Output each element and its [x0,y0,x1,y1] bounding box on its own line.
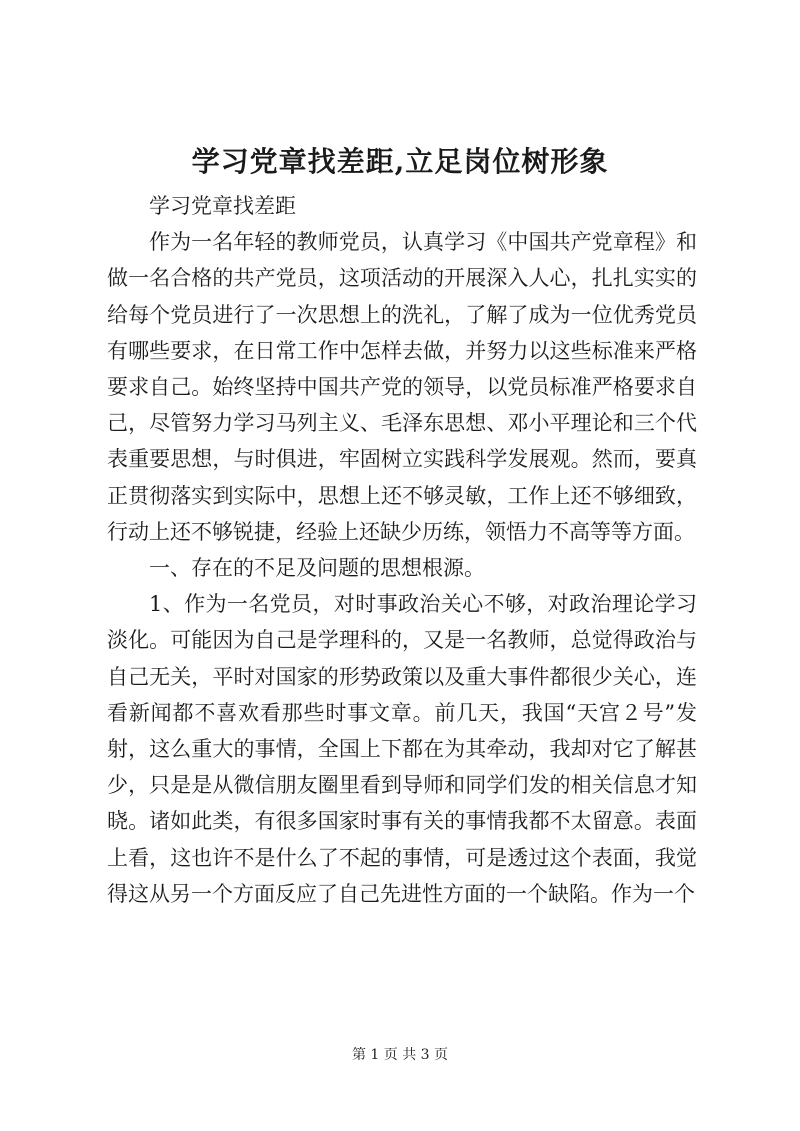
document-body [107,188,697,912]
section-subtitle: 学习党章找差距 [149,194,296,218]
document-title: 学习党章找差距,立足岗位树形象 [191,145,609,178]
paragraph-item-1: 1、作为一名党员，对时事政治关心不够，对政治理论学习淡化。可能因为自己是学理科的，又是一名教师，总觉得政治与自己无关，平时对国家的形势政策以及重大事件都很少关心，连看新闻都不喜欢看那些时事文章。前几天，我国“天宫２号”发射，这么重大的事情，全国上下都在为其牵动，我却对它了解甚少，只是是从微信朋友圈里看到导师和同学们发的相关信息才知晓。诸如此类，有很多国家时事有关的事情我都不太留意。表面上看，这也许不是什么了不起的事情，可是透过这个表面，我觉得这从另一个方面反应了自己先进性方面的一个缺陷。作为一个 [107,592,697,906]
page-number-footer: 第 1 页 共 3 页 [351,1047,449,1063]
paragraph-intro: 作为一名年轻的教师党员，认真学习《中国共产党章程》和做一名合格的共产党员，这项活动的开展深入人心，扎扎实实的给每个党员进行了一次思想上的洗礼，了解了成为一位优秀党员有哪些要求，在日常工作中怎样去做，并努力以这些标准来严格要求自己。始终坚持中国共产党的领导，以党员标准严格要求自己，尽管努力学习马列主义、毛泽东思想、邓小平理论和三个代表重要思想，与时俱进，牢固树立实践科学发展观。然而，要真正贯彻落实到实际中，思想上还不够灵敏，工作上还不够细致，行动上还不够锐捷，经验上还缺少历练，领悟力不高等等方面。 [107,230,697,544]
section-heading-shortcomings: 一、存在的不足及问题的思想根源。 [149,556,485,581]
